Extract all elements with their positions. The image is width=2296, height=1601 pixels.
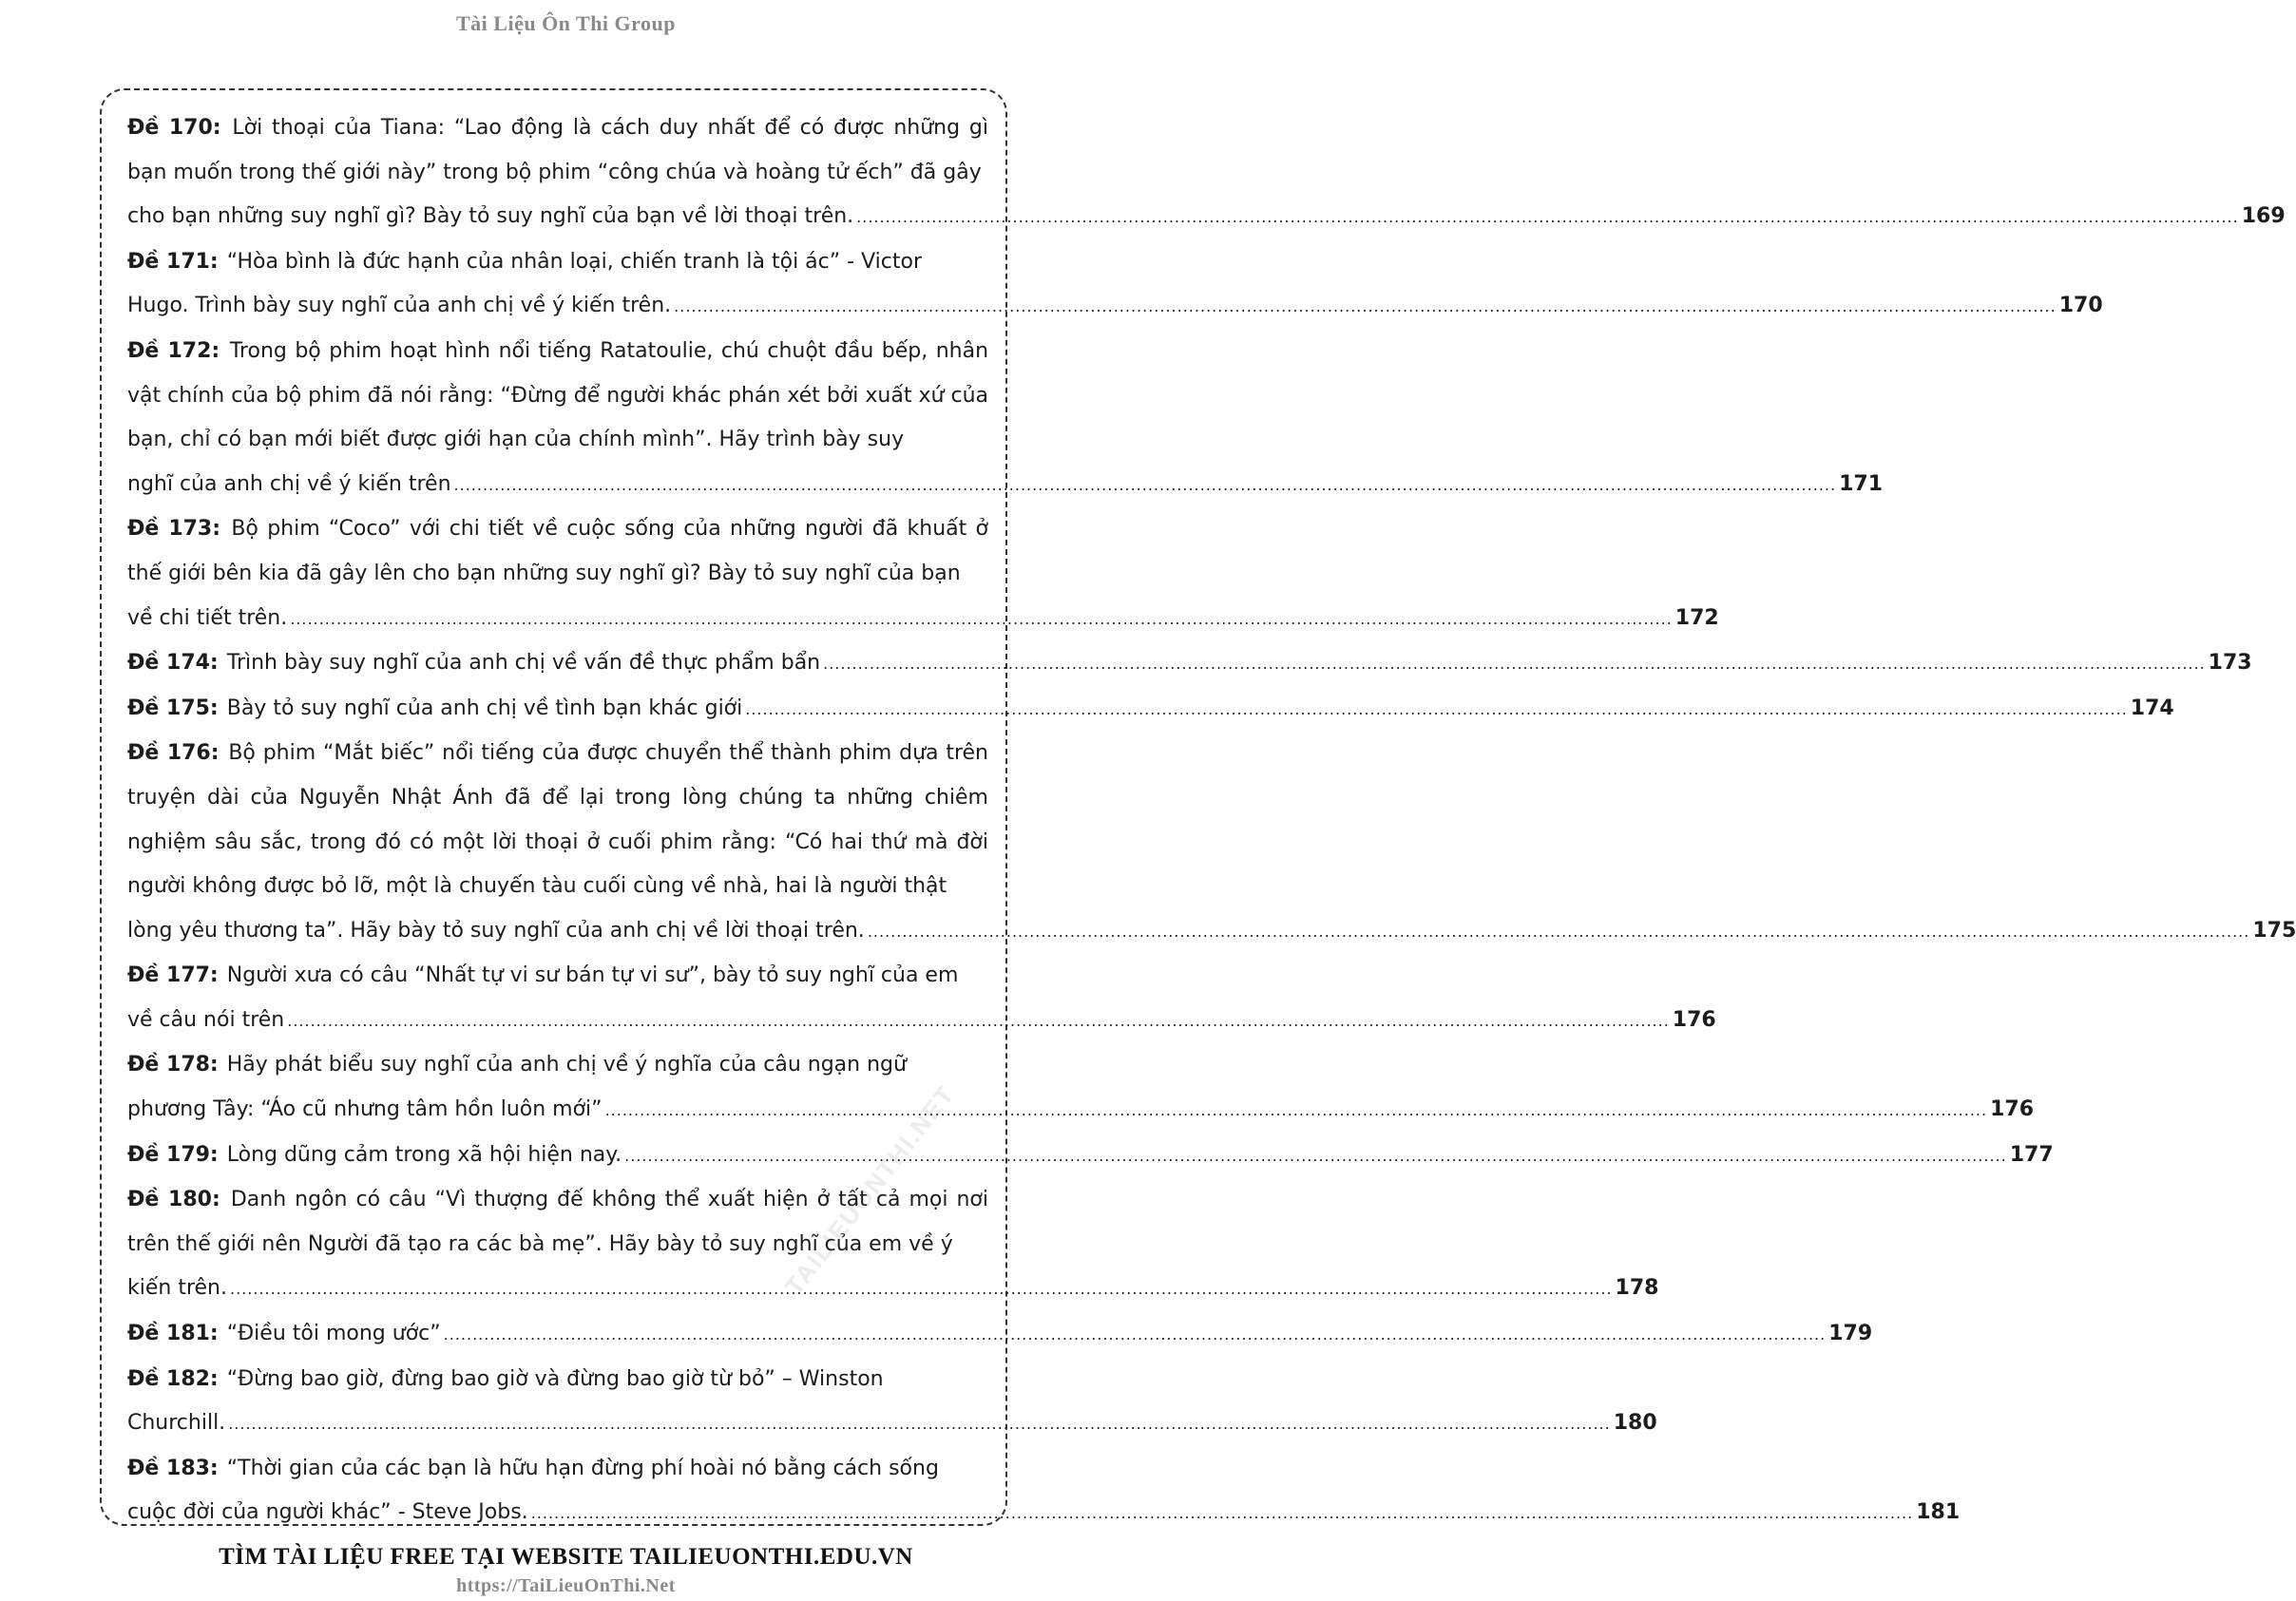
toc-entry-body: Người xưa có câu “Nhất tự vi sư bán tự vi sư”, bày tỏ suy nghĩ của em <box>226 963 959 988</box>
toc-entry-body: “Thời gian của các bạn là hữu hạn đừng phí hoài nó bằng cách sống <box>226 1456 939 1480</box>
toc-entry-label: Đề 172: <box>127 338 220 363</box>
toc-entry[interactable] <box>127 1358 1657 1447</box>
toc-entry-text <box>127 330 988 463</box>
toc-entry-body: Bộ phim “Coco” với chi tiết về cuộc sống của những người đã khuất ở thế giới bên kia đã gây lên cho bạn những suy nghĩ gì? Bày tỏ suy nghĩ của bạn <box>127 517 988 585</box>
toc-entry-body: “Đừng bao giờ, đừng bao giờ và đừng bao giờ từ bỏ” – Winston <box>226 1366 884 1391</box>
toc-page-number: 180 <box>1613 1411 1657 1436</box>
dot-leader <box>287 1000 1670 1044</box>
toc-entry-text <box>127 732 988 908</box>
toc-entry-text <box>127 1178 988 1267</box>
toc-entry[interactable] <box>127 687 2174 733</box>
toc-page-number: 172 <box>1674 605 1719 630</box>
toc-entry-label: Đề 170: <box>127 116 221 140</box>
toc-entry-label: Đề 176: <box>127 741 220 766</box>
toc-entry-last-line <box>127 195 2286 240</box>
toc-entry-last-line <box>127 1088 2035 1134</box>
toc-entry-text <box>127 106 988 195</box>
toc-entry[interactable] <box>127 954 1716 1043</box>
toc-entry-label: Đề 182: <box>127 1366 219 1391</box>
toc-page-number: 175 <box>2252 918 2296 943</box>
toc-entry-label: Đề 181: <box>127 1322 219 1346</box>
toc-entry-last-line <box>127 1267 1659 1312</box>
toc-entry-text <box>127 507 988 596</box>
dot-leader <box>444 1313 1827 1358</box>
dot-leader <box>230 1267 1613 1312</box>
toc-entry-last-text: lòng yêu thương ta”. Hãy bày tỏ suy nghĩ của anh chị về lời thoại trên. <box>127 918 865 943</box>
toc-entry-last-text: cuộc đời của người khác” - Steve Jobs. <box>127 1500 528 1525</box>
toc-page-number: 176 <box>1990 1097 2035 1122</box>
toc-entry-last-line <box>127 597 1719 642</box>
toc-entry-label: Đề 173: <box>127 517 221 542</box>
toc-entry[interactable] <box>127 732 2296 954</box>
toc-entry-body: Danh ngôn có câu “Vì thượng đế không thể xuất hiện ở tất cả mọi nơi trên thế giới nên Người đã tạo ra các bà mẹ”. Hãy bày tỏ suy nghĩ của em về ý <box>127 1188 989 1256</box>
toc-entry-last-line <box>127 641 2252 687</box>
toc-entry-last-text: kiến trên. <box>127 1276 227 1301</box>
toc-entry[interactable] <box>127 1312 1873 1358</box>
dot-leader <box>624 1134 2007 1179</box>
footer-url[interactable]: https://TaiLieuOnThi.Net <box>456 1575 676 1596</box>
toc-entry-last-line <box>127 463 1884 508</box>
toc-entry-body: Trong bộ phim hoạt hình nổi tiếng Ratatoulie, chú chuột đầu bếp, nhân vật chính của bộ phim đã nói rằng: “Đừng để người khác phán xét bởi xuất xứ của bạn, chỉ có bạn mới biết được giới hạn của chính mình”. Hãy trình bày suy <box>127 338 989 452</box>
toc-entry-label: Đề 179: <box>127 1142 219 1167</box>
toc-entry-last-text: về chi tiết trên. <box>127 605 288 630</box>
toc-entry-body: Bộ phim “Mắt biếc” nổi tiếng của được chuyển thể thành phim dựa trên truyện dài của Nguyễn Nhật Ánh đã để lại trong lòng chúng ta những chiêm nghiệm sâu sắc, trong đó có một lời thoại ở cuối phim rằng: “Có hai thứ mà đời người không được bỏ lỡ, một là chuyến tàu cuối cùng về nhà, hai là người thật <box>127 741 989 899</box>
dot-leader <box>454 464 1837 508</box>
toc-entry-body: Hãy phát biểu suy nghĩ của anh chị về ý nghĩa của câu ngạn ngữ <box>226 1053 907 1077</box>
dot-leader <box>228 1402 1611 1447</box>
toc-page-number: 173 <box>2208 651 2252 676</box>
toc-page-number: 169 <box>2241 204 2286 229</box>
toc-entry-label: Đề 175: <box>127 696 219 720</box>
toc-entry-text <box>127 954 988 999</box>
toc-entry-last-line <box>127 687 2174 733</box>
page-header: Tài Liệu Ôn Thi Group <box>456 11 676 35</box>
toc-page-number: 181 <box>1916 1500 1961 1525</box>
toc-entry-last-text: Hugo. Trình bày suy nghĩ của anh chị về ý kiến trên. <box>127 294 672 318</box>
toc-entry[interactable] <box>127 1043 2035 1133</box>
toc-entry-last-text: về câu nói trên <box>127 1007 285 1032</box>
toc-page-number: 171 <box>1839 471 1884 496</box>
toc-entry-text <box>127 1358 988 1402</box>
toc-entry[interactable] <box>127 641 2252 687</box>
toc-entry-label: Đề 177: <box>127 963 219 988</box>
dot-leader <box>605 1089 1988 1134</box>
toc-entry-last-text: Lòng dũng cảm trong xã hội hiện nay. <box>226 1142 622 1167</box>
toc-page-number: 179 <box>1828 1322 1873 1346</box>
toc-entry-last-text: “Điều tôi mong ước” <box>226 1322 441 1346</box>
watermark: TAILIEUONTHI.NET <box>779 1079 961 1301</box>
toc-entry-last-text: Trình bày suy nghĩ của anh chị về vấn đề thực phẩm bẩn <box>226 651 821 676</box>
toc-entry-body: Lời thoại của Tiana: “Lao động là cách duy nhất để có được những gì bạn muốn trong thế giới này” trong bộ phim “công chúa và hoàng tử ếch” đã gây <box>127 116 988 184</box>
toc-page-number: 176 <box>1672 1007 1716 1032</box>
toc-entry[interactable] <box>127 1134 2054 1179</box>
toc-page-number: 170 <box>2058 294 2103 318</box>
toc-entry-last-line <box>127 1312 1873 1358</box>
toc-entry-last-line <box>127 1491 1961 1536</box>
toc-entry-body: “Hòa bình là đức hạnh của nhân loại, chiến tranh là tội ác” - Victor <box>226 249 922 274</box>
toc-entry[interactable] <box>127 106 2286 240</box>
toc-entry[interactable] <box>127 507 1719 641</box>
toc-entry[interactable] <box>127 1178 1659 1312</box>
toc-entry-last-text: phương Tây: “Áo cũ nhưng tâm hồn luôn mới” <box>127 1097 603 1122</box>
toc-entry[interactable] <box>127 1447 1961 1536</box>
toc-entry[interactable] <box>127 330 1884 507</box>
dot-leader <box>745 688 2128 733</box>
toc-entry-last-line <box>127 999 1716 1044</box>
toc-entry-last-line <box>127 909 2296 955</box>
toc-entry-text <box>127 1043 988 1088</box>
toc-entry-last-line <box>127 284 2103 330</box>
dot-leader <box>823 642 2206 687</box>
toc-entry-label: Đề 183: <box>127 1456 219 1480</box>
toc-entry-last-text: Churchill. <box>127 1411 226 1436</box>
toc-entry[interactable] <box>127 240 2103 330</box>
dot-leader <box>290 598 1673 642</box>
toc-entry-label: Đề 178: <box>127 1053 219 1077</box>
toc-entry-last-line <box>127 1134 2054 1179</box>
toc-entry-last-line <box>127 1401 1657 1447</box>
toc-entry-last-text: nghĩ của anh chị về ý kiến trên <box>127 471 451 496</box>
toc-page-number: 177 <box>2009 1142 2054 1167</box>
toc-entry-text <box>127 1447 988 1492</box>
toc-page-number: 174 <box>2130 696 2174 720</box>
toc-entry-label: Đề 171: <box>127 249 219 274</box>
toc-entry-label: Đề 174: <box>127 651 219 676</box>
toc-entry-label: Đề 180: <box>127 1188 220 1212</box>
toc-entry-last-text: cho bạn những suy nghĩ gì? Bày tỏ suy nghĩ của bạn về lời thoại trên. <box>127 204 854 229</box>
toc-entry-text <box>127 240 988 285</box>
footer-banner: TÌM TÀI LIỆU FREE TẠI WEBSITE TAILIEUONTHI.EDU.VN <box>219 1544 913 1570</box>
dot-leader <box>856 196 2239 240</box>
dot-leader <box>674 285 2057 330</box>
toc-entry-last-text: Bày tỏ suy nghĩ của anh chị về tình bạn khác giới <box>226 696 743 720</box>
dot-leader <box>531 1492 1914 1536</box>
dot-leader <box>868 910 2250 955</box>
toc-page-number: 178 <box>1615 1276 1659 1301</box>
table-of-contents <box>127 106 2296 1536</box>
